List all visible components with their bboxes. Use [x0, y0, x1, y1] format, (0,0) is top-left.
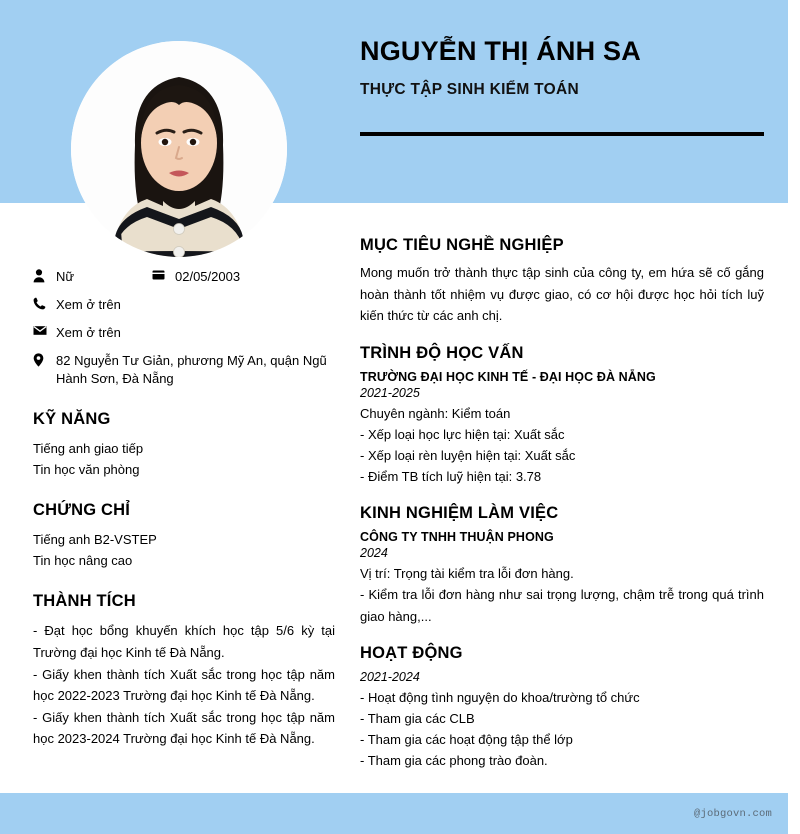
left-column [33, 268, 335, 750]
section-activities [360, 644, 764, 771]
header-identity [360, 36, 764, 99]
phone-value: Xem ở trên [56, 296, 121, 312]
section-achievements [33, 592, 335, 749]
activity-item: - Tham gia các phong trào đoàn. [360, 753, 548, 769]
experience-role: Vị trí: Trọng tài kiểm tra lỗi đơn hàng. [360, 565, 574, 581]
avatar [71, 41, 287, 257]
contact-row-gender-birthday [33, 268, 335, 287]
section-objective [360, 236, 764, 327]
section-certificates [33, 501, 335, 571]
activities-period: 2021-2024 [360, 670, 420, 685]
education-item: - Xếp loại rèn luyện hiện tại: Xuất sắc [360, 447, 576, 463]
section-heading-skills: KỸ NĂNG [33, 410, 111, 429]
section-education [360, 344, 764, 487]
activity-item: - Hoạt động tình nguyện do khoa/trường tổ chức [360, 690, 640, 706]
calendar-icon [152, 268, 175, 281]
education-organization: TRƯỜNG ĐẠI HỌC KINH TẾ - ĐẠI HỌC ĐÀ NẴNG [360, 369, 656, 384]
certificate-item: Tiếng anh B2-VSTEP [33, 532, 157, 548]
section-experience [360, 504, 764, 627]
education-item: Chuyên ngành: Kiểm toán [360, 405, 511, 421]
birthday-value: 02/05/2003 [175, 269, 241, 284]
section-heading-achievements: THÀNH TÍCH [33, 592, 136, 611]
experience-detail: - Kiểm tra lỗi đơn hàng như sai trọng lượng, chậm trễ trong quá trình giao hàng,... [360, 586, 764, 624]
gender-value: Nữ [56, 269, 75, 284]
achievement-item: - Đạt học bổng khuyến khích học tập 5/6 kỳ tại Trường đại học Kinh tế Đà Nẵng. [33, 623, 335, 660]
experience-organization: CÔNG TY TNHH THUẬN PHONG [360, 529, 554, 544]
section-heading-activities: HOẠT ĐỘNG [360, 644, 463, 663]
achievement-item: - Giấy khen thành tích Xuất sắc trong học tập năm học 2023-2024 Trường đại học Kinh tế Đà Nẵng. [33, 709, 335, 747]
header-divider [360, 132, 764, 136]
activity-item: - Tham gia các CLB [360, 711, 475, 727]
achievement-item: - Giấy khen thành tích Xuất sắc trong học tập năm học 2022-2023 Trường đại học Kinh tế Đà Nẵng. [33, 666, 335, 704]
section-heading-objective: MỤC TIÊU NGHỀ NGHIỆP [360, 236, 564, 254]
section-heading-certificates: CHỨNG CHỈ [33, 501, 131, 520]
objective-body: Mong muốn trở thành thực tập sinh của công ty, em hứa sẽ cố gắng hoàn thành tốt nhiệm vụ được giao, có cơ hội được học hỏi tích luỹ kiến thức từ các anh chị. [360, 265, 764, 324]
section-heading-experience: KINH NGHIỆM LÀM VIỆC [360, 503, 559, 522]
page-title: NGUYỄN THỊ ÁNH SA [360, 36, 641, 66]
contact-row-address [33, 352, 335, 390]
contact-block [33, 268, 335, 389]
email-value: Xem ở trên [56, 324, 121, 340]
contact-row-email [33, 324, 335, 343]
address-value: 82 Nguyễn Tư Giản, phương Mỹ An, quận Ngũ Hành Sơn, Đà Nẵng [56, 352, 327, 387]
person-icon [33, 268, 56, 283]
envelope-icon [33, 324, 56, 336]
education-item: - Điểm TB tích luỹ hiện tại: 3.78 [360, 468, 542, 484]
education-item: - Xếp loại học lực hiện tại: Xuất sắc [360, 426, 565, 442]
contact-row-phone [33, 296, 335, 315]
location-pin-icon [33, 352, 56, 367]
phone-icon [33, 296, 56, 310]
right-column [360, 236, 764, 785]
skill-item: Tiếng anh giao tiếp [33, 441, 144, 457]
portrait-photo-image [71, 41, 287, 257]
section-skills [33, 410, 335, 480]
education-period: 2021-2025 [360, 385, 420, 400]
footer-band [0, 793, 788, 834]
activity-item: - Tham gia các hoạt động tập thể lớp [360, 732, 573, 748]
skill-item: Tin học văn phòng [33, 462, 140, 478]
experience-period: 2024 [360, 545, 388, 560]
site-watermark: @jobgovn.com [693, 808, 772, 820]
job-title: THỰC TẬP SINH KIỂM TOÁN [360, 81, 579, 99]
certificate-item: Tin học nâng cao [33, 553, 133, 569]
section-heading-education: TRÌNH ĐỘ HỌC VẤN [360, 343, 524, 362]
